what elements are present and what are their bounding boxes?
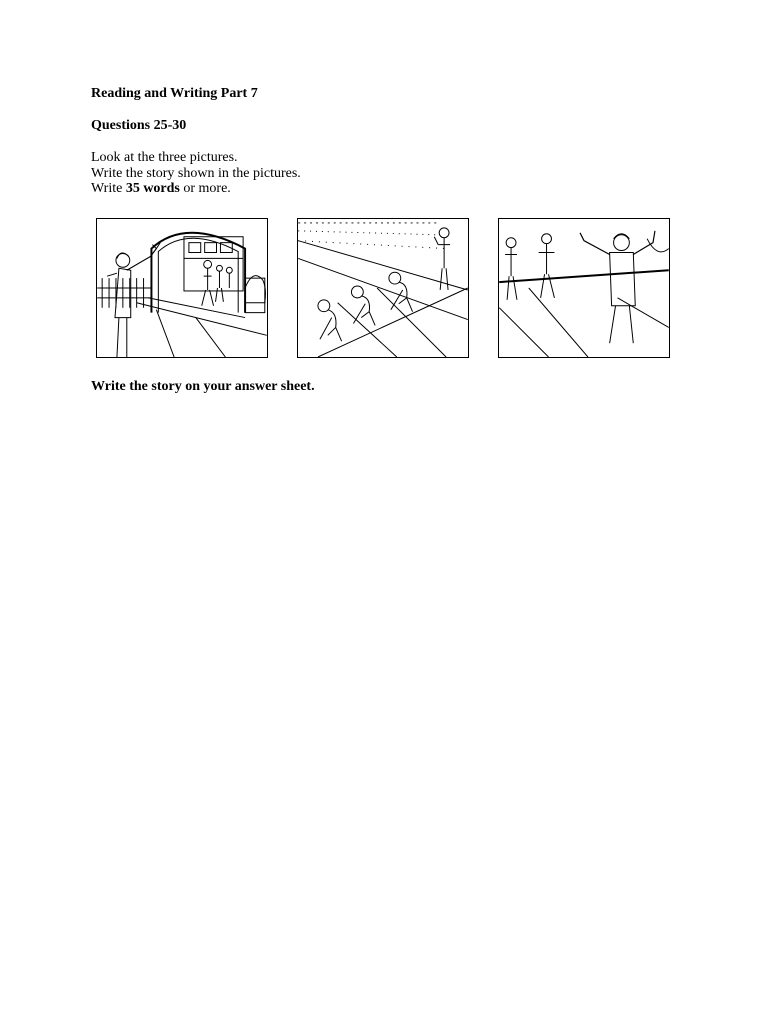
instructions	[91, 150, 301, 197]
school-gate-wave-picture-icon	[96, 218, 268, 358]
instruction-line-1: Look at the three pictures.	[91, 150, 238, 165]
instruction-line-3-prefix: Write	[91, 181, 126, 196]
instruction-line-3-suffix: or more.	[179, 181, 231, 196]
race-finish-picture-icon	[498, 218, 670, 358]
instruction-line-3	[91, 181, 301, 197]
picture-strip	[96, 218, 676, 360]
race-start-picture-icon	[297, 218, 469, 358]
word-count-requirement: 35 words	[125, 181, 180, 196]
closing-instruction: Write the story on your answer sheet.	[91, 379, 315, 394]
section-title: Reading and Writing Part 7	[91, 86, 258, 101]
questions-label: Questions 25-30	[91, 118, 187, 133]
instruction-line-2: Write the story shown in the pictures.	[91, 165, 301, 181]
